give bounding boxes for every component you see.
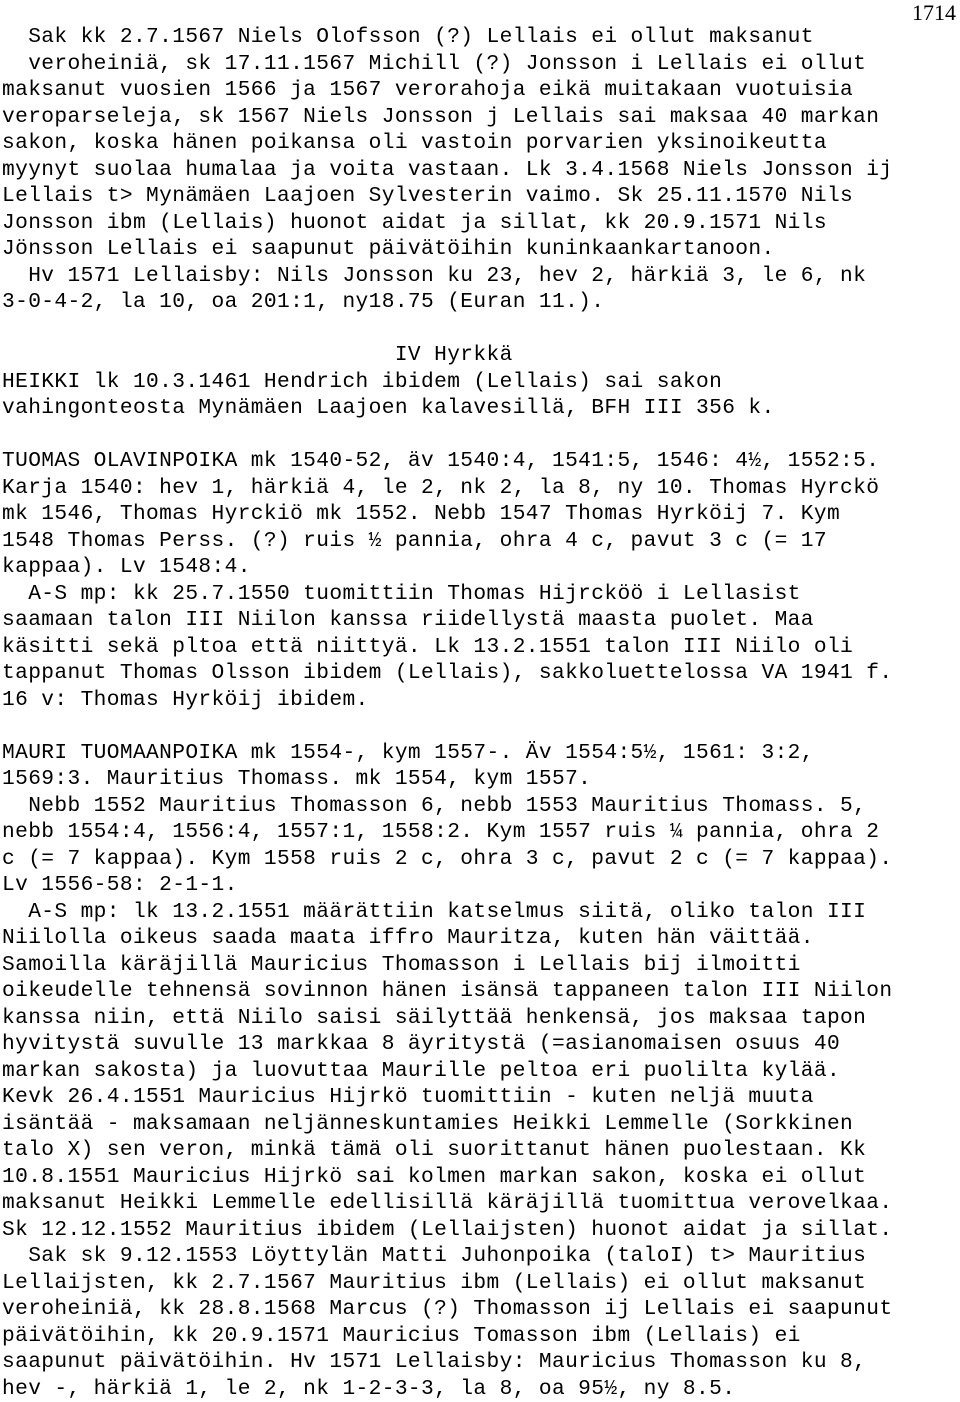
document-body bbox=[2, 24, 958, 1402]
text-line: käsitti sekä pltoa että niittyä. Lk 13.2.1551 talon III Niilo oli bbox=[2, 634, 854, 659]
text-line: Hv 1571 Lellaisby: Nils Jonsson ku 23, hev 2, härkiä 3, le 6, nk bbox=[2, 263, 867, 288]
text-line: MAURI TUOMAANPOIKA mk 1554-, kym 1557-. Äv 1554:5½, 1561: 3:2, bbox=[2, 740, 814, 765]
text-line: Sk 12.12.1552 Mauritius ibidem (Lellaijsten) huonot aidat ja sillat. bbox=[2, 1217, 893, 1242]
text-line: Niilolla oikeus saada maata iffro Mauritza, kuten hän väittää. bbox=[2, 926, 814, 950]
text-line: nebb 1554:4, 1556:4, 1557:1, 1558:2. Kym 1557 ruis ¼ pannia, ohra 2 bbox=[2, 820, 880, 844]
text-line: veroheiniä, kk 28.8.1568 Marcus (?) Thomasson ij Lellais ei saapunut bbox=[2, 1297, 893, 1321]
text-line: maksanut Heikki Lemmelle edellisillä käräjillä tuomittua verovelkaa. bbox=[2, 1191, 893, 1215]
text-line: Lellais t> Mynämäen Laajoen Sylvesterin vaimo. Sk 25.11.1570 Nils bbox=[2, 184, 854, 208]
text-line: isäntää - maksamaan neljänneskuntamies Heikki Lemmelle (Sorkkinen bbox=[2, 1111, 854, 1136]
text-line: c (= 7 kappaa). Kym 1558 ruis 2 c, ohra 3 c, pavut 2 c (= 7 kappaa). bbox=[2, 846, 893, 871]
text-line: markan sakosta) ja luovuttaa Maurille peltoa eri puolilta kylää. bbox=[2, 1058, 841, 1083]
blank-line bbox=[2, 422, 958, 449]
text-line: A-S mp: kk 25.7.1550 tuomittiin Thomas Hijrcköö i Lellasist bbox=[2, 581, 801, 606]
text-line: kanssa niin, että Niilo saisi säilyttää henkensä, jos maksaa tapon bbox=[2, 1005, 867, 1030]
text-line: 10.8.1551 Mauricius Hijrkö sai kolmen markan sakon, koska ei ollut bbox=[2, 1164, 867, 1189]
text-line: 16 v: Thomas Hyrköij ibidem. bbox=[2, 687, 369, 712]
text-line: A-S mp: lk 13.2.1551 määrättiin katselmus siitä, oliko talon III bbox=[2, 899, 867, 924]
text-line: hev -, härkiä 1, le 2, nk 1-2-3-3, la 8, oa 95½, ny 8.5. bbox=[2, 1376, 736, 1401]
text-line: TUOMAS OLAVINPOIKA mk 1540-52, äv 1540:4, 1541:5, 1546: 4½, 1552:5. bbox=[2, 449, 880, 473]
text-line: 1548 Thomas Perss. (?) ruis ½ pannia, ohra 4 c, pavut 3 c (= 17 bbox=[2, 528, 827, 553]
text-line: IV Hyrkkä bbox=[2, 343, 513, 367]
text-line: tappanut Thomas Olsson ibidem (Lellais), sakkoluettelossa VA 1941 f. bbox=[2, 661, 893, 685]
text-line: kappaa). Lv 1548:4. bbox=[2, 555, 251, 579]
text-line: HEIKKI lk 10.3.1461 Hendrich ibidem (Lellais) sai sakon bbox=[2, 369, 723, 394]
text-line: Kevk 26.4.1551 Mauricius Hijrkö tuomittiin - kuten neljä muuta bbox=[2, 1085, 814, 1109]
text-line: saamaan talon III Niilon kanssa riidellystä maasta puolet. Maa bbox=[2, 608, 814, 632]
text-line: mk 1546, Thomas Hyrckiö mk 1552. Nebb 1547 Thomas Hyrköij 7. Kym bbox=[2, 502, 841, 526]
text-line: myynyt suolaa humalaa ja voita vastaan. Lk 3.4.1568 Niels Jonsson ij bbox=[2, 157, 893, 182]
text-line: sakon, koska hänen poikansa oli vastoin porvarien yksinoikeutta bbox=[2, 131, 827, 155]
text-line: maksanut vuosien 1566 ja 1567 verorahoja eikä muitakaan vuotuisia bbox=[2, 78, 854, 102]
text-line: oikeudelle tehnensä sovinnon hänen isänsä tappaneen talon III Niilon bbox=[2, 979, 893, 1003]
blank-line bbox=[2, 713, 958, 740]
text-line: 3-0-4-2, la 10, oa 201:1, ny18.75 (Euran 11.). bbox=[2, 290, 605, 314]
text-line: veroheiniä, sk 17.11.1567 Michill (?) Jonsson i Lellais ei ollut bbox=[2, 51, 867, 76]
text-line: Nebb 1552 Mauritius Thomasson 6, nebb 1553 Mauritius Thomass. 5, bbox=[2, 793, 867, 818]
text-line: Jonsson ibm (Lellais) huonot aidat ja sillat, kk 20.9.1571 Nils bbox=[2, 210, 827, 235]
text-line: Sak sk 9.12.1553 Löyttylän Matti Juhonpoika (taloI) t> Mauritius bbox=[2, 1244, 867, 1268]
text-line: 1569:3. Mauritius Thomass. mk 1554, kym 1557. bbox=[2, 767, 592, 791]
text-line: vahingonteosta Mynämäen Laajoen kalavesillä, BFH III 356 k. bbox=[2, 396, 775, 420]
text-line: Lv 1556-58: 2-1-1. bbox=[2, 873, 238, 897]
blank-line bbox=[2, 316, 958, 343]
text-line: Lellaijsten, kk 2.7.1567 Mauritius ibm (Lellais) ei ollut maksanut bbox=[2, 1270, 867, 1295]
text-line: päivätöihin, kk 20.9.1571 Mauricius Tomasson ibm (Lellais) ei bbox=[2, 1323, 801, 1348]
text-line: saapunut päivätöihin. Hv 1571 Lellaisby: Mauricius Thomasson ku 8, bbox=[2, 1350, 867, 1374]
text-line: Karja 1540: hev 1, härkiä 4, le 2, nk 2, la 8, ny 10. Thomas Hyrckö bbox=[2, 475, 880, 500]
text-line: veroparseleja, sk 1567 Niels Jonsson j Lellais sai maksaa 40 markan bbox=[2, 104, 880, 129]
page-number: 1714 bbox=[912, 0, 956, 25]
text-line: talo X) sen veron, minkä tämä oli suorittanut hänen puolestaan. Kk bbox=[2, 1138, 867, 1162]
text-line: hyvitystä suvulle 13 markkaa 8 äyritystä (=asianomaisen osuus 40 bbox=[2, 1032, 841, 1056]
text-line: Jönsson Lellais ei saapunut päivätöihin kuninkaankartanoon. bbox=[2, 237, 775, 261]
text-line: Sak kk 2.7.1567 Niels Olofsson (?) Lellais ei ollut maksanut bbox=[2, 25, 814, 49]
text-line: Samoilla käräjillä Mauricius Thomasson i Lellais bij ilmoitti bbox=[2, 952, 801, 977]
